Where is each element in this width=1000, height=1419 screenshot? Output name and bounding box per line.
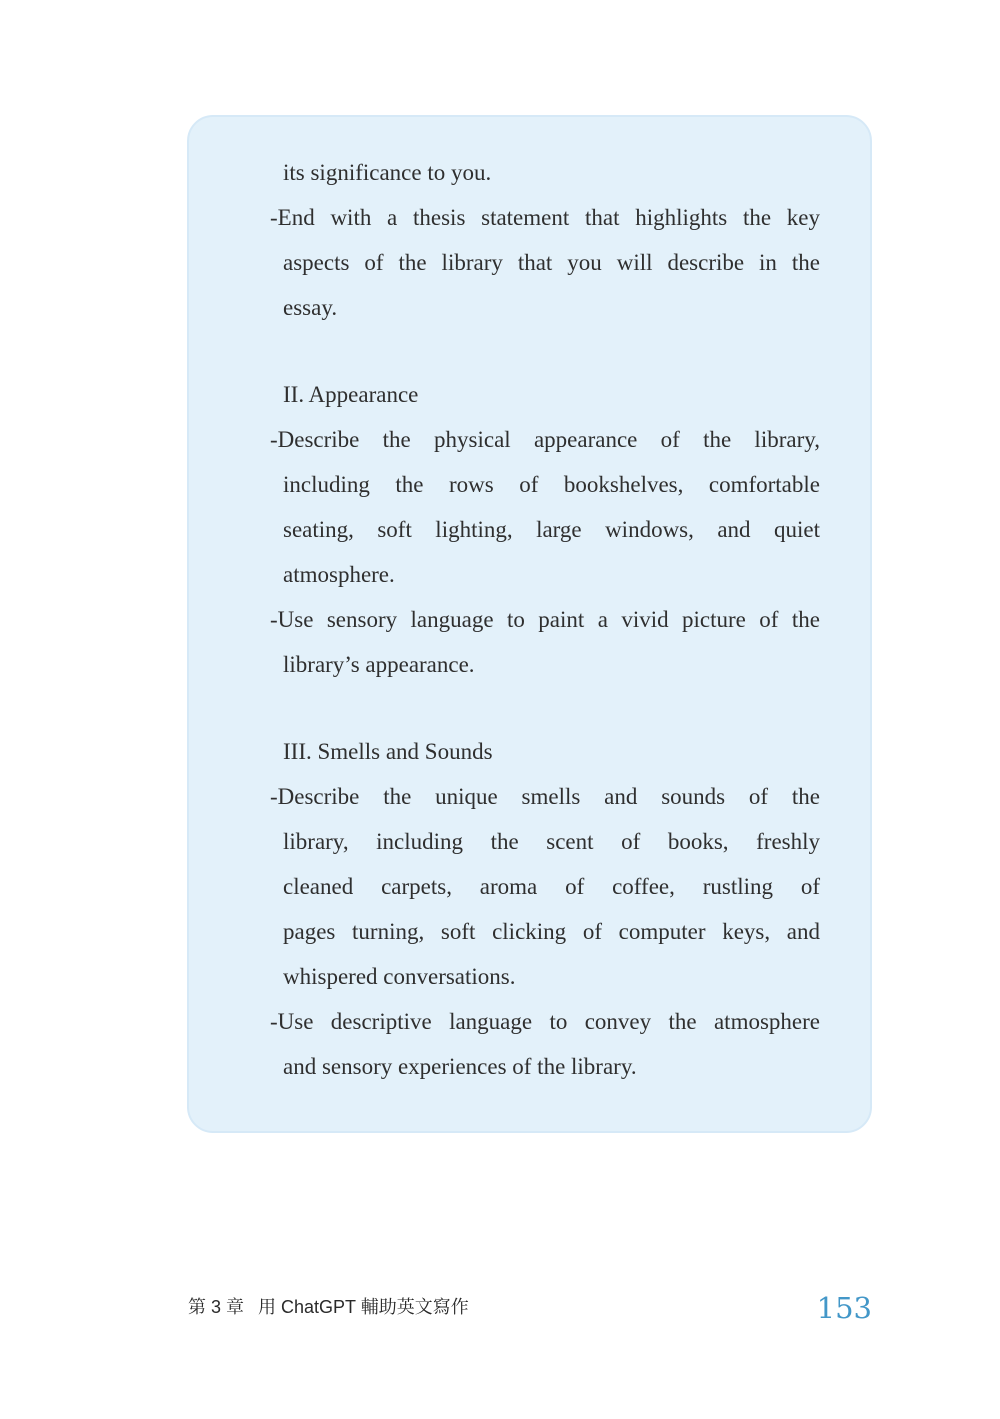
outline-text-line: pages turning, soft clicking of computer keys, and (283, 919, 820, 944)
outline-text-line: seating, soft lighting, large windows, and quiet (283, 517, 820, 542)
outline-text-line: library, including the scent of books, freshly (283, 829, 820, 854)
outline-text-line: cleaned carpets, aroma of coffee, rustling of (283, 874, 820, 899)
chapter-title-label: 用 ChatGPT 輔助英文寫作 (258, 1297, 469, 1317)
outline-text-line: -Use sensory language to paint a vivid picture of the (270, 607, 820, 632)
blank-line (283, 330, 820, 372)
blank-line (283, 687, 820, 729)
outline-text-line: -Describe the physical appearance of the library, (270, 427, 820, 452)
outline-text-line: including the rows of bookshelves, comfortable (283, 472, 820, 497)
outline-text-line: -Describe the unique smells and sounds of the (270, 784, 820, 809)
chapter-number-label: 第 3 章 (188, 1297, 245, 1317)
outline-text-line: essay. (283, 295, 338, 320)
outline-card (187, 115, 872, 1133)
outline-text-line: atmosphere. (283, 562, 395, 587)
outline-text-line: aspects of the library that you will describe in the (283, 250, 820, 275)
outline-heading-line: III. Smells and Sounds (283, 739, 493, 764)
outline-text-line: its significance to you. (283, 160, 492, 185)
outline-text-line: -End with a thesis statement that highlights the key (270, 205, 820, 230)
chapter-footer (188, 1295, 469, 1319)
page-number: 153 (816, 1291, 872, 1325)
outline-text-line: library’s appearance. (283, 652, 475, 677)
outline-text (270, 150, 820, 1089)
outline-heading-line: II. Appearance (283, 382, 419, 407)
outline-text-line: whispered conversations. (283, 964, 516, 989)
outline-text-line: and sensory experiences of the library. (283, 1054, 637, 1079)
outline-text-line: -Use descriptive language to convey the atmosphere (270, 1009, 820, 1034)
